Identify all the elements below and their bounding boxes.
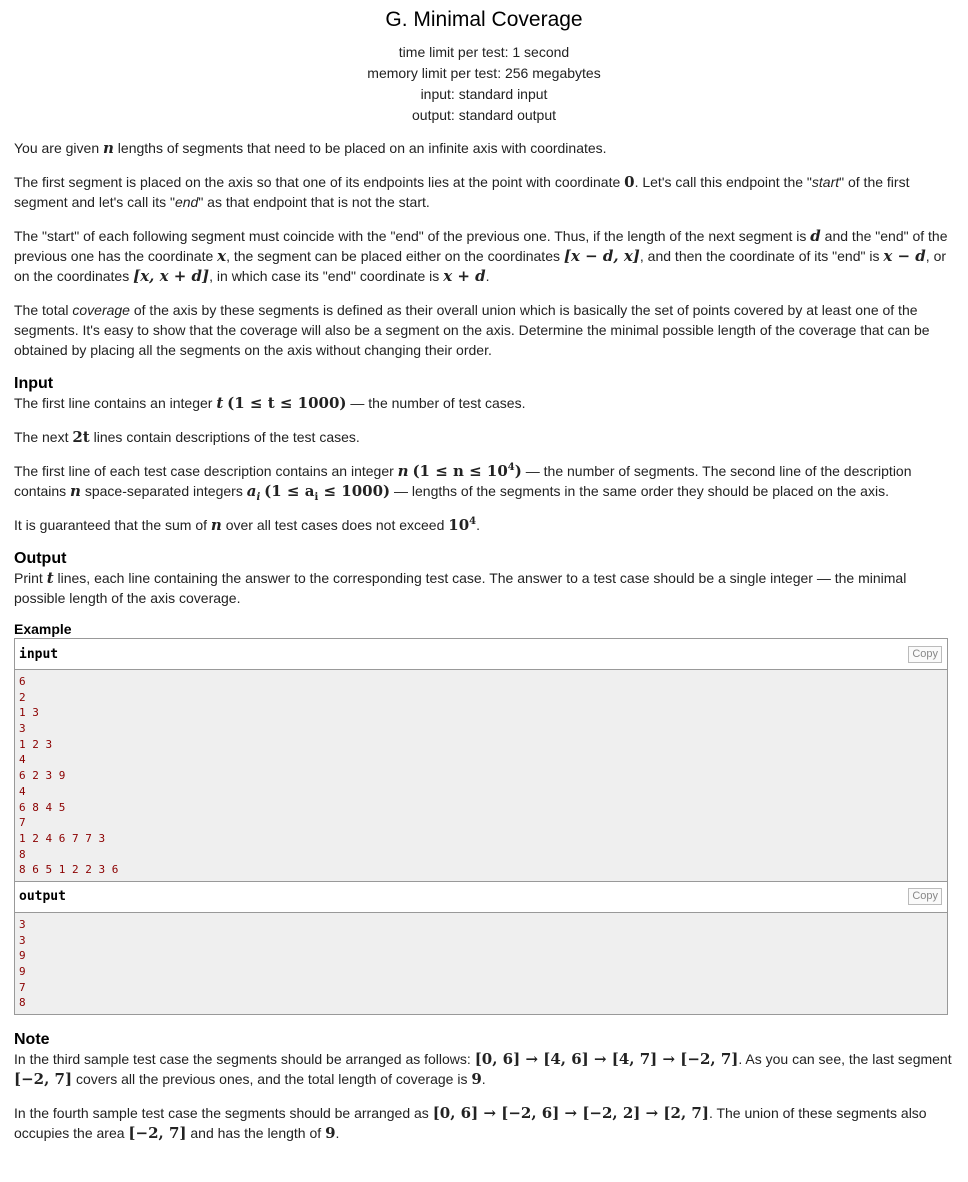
example-title: Example — [14, 621, 72, 637]
input-label: input — [19, 646, 59, 662]
output-paragraph-1: Print t lines, each line containing the answer to the corresponding test case. The answer to a test case should be a single integer — the minimal possible length of the axis coverage. — [14, 569, 907, 606]
input-paragraph-3: The first line of each test case description contains an integer n $(1 \le n \le 10^4)$ — the number of segments. The second line of the description contains n space-separated integers $a_i$ $(1 \le a_i \le 1000)$ — lengths of the segments in the same order they should be placed on the axis. — [14, 462, 912, 503]
sample-line: 9 — [19, 965, 26, 978]
sample-input[interactable] — [15, 670, 947, 881]
sample-line: 2 — [19, 690, 26, 704]
sample-line: 1 2 3 — [19, 737, 53, 751]
input-paragraph-4: It is guaranteed that the sum of n over all test cases does not exceed $10^4$. — [14, 516, 481, 534]
input-paragraph-1: The first line contains an integer t (1 ≤ t ≤ 1000) — the number of test cases. — [14, 394, 526, 412]
output-file: output: standard output — [412, 107, 556, 123]
copy-output-button[interactable]: Copy — [908, 888, 942, 905]
output-label: output — [19, 889, 66, 905]
legend-paragraph-3: The "start" of each following segment must coincide with the "end" of the previous one. Thus, if the length of the next segment is d and the "end" of the previous one has the coordinate x, the segment can be placed either on the coordinates [x − d, x], and then the coordinate of its "end" is x − d, or on the coordinates [x, x + d], in which case its "end" coordinate is x + d. — [14, 227, 948, 285]
copy-input-button[interactable]: Copy — [908, 646, 942, 663]
input-paragraph-2: The next 2t lines contain descriptions of the test cases. — [14, 428, 360, 446]
sample-line: 6 8 4 5 — [19, 800, 66, 814]
note-title: Note — [14, 1031, 50, 1049]
legend-paragraph-4: The total coverage of the axis by these segments is defined as their overall union which is basically the set of points covered by at least one of the segments. It's easy to show that the coverage will also be a segment on the axis. Determine the minimal possible length of the coverage that can be obtained by placing all the segments on the axis without changing their order. — [14, 302, 930, 358]
note-paragraph-2: In the fourth sample test case the segments should be arranged as [0, 6] → [−2, 6] → [−2, 2] → [2, 7]. The union of these segments also occupies the area [−2, 7] and has the length of 9. — [14, 1104, 927, 1143]
output-specification — [14, 549, 954, 608]
output-section-title: Output — [14, 550, 67, 567]
input-header — [15, 639, 947, 670]
sample-tests — [14, 620, 954, 1015]
sample-line: 3 — [19, 722, 26, 736]
note-paragraph-1: In the third sample test case the segments should be arranged as follows: [0, 6] → [4, 6] → [4, 7] → [−2, 7]. As you can see, the last segment [−2, 7] covers all the previous ones, and the total length of coverage is 9. — [14, 1050, 952, 1089]
note-section — [14, 1030, 954, 1143]
problem-header — [14, 8, 954, 126]
sample-line: 3 — [19, 917, 26, 931]
legend-paragraph-2: The first segment is placed on the axis so that one of its endpoints lies at the point with coordinate 0. Let's call this endpoint the "start" of the first segment and let's call its "end" as that endpoint that is not the start. — [14, 173, 910, 210]
memory-limit: memory limit per test: 256 megabytes — [367, 65, 601, 81]
sample-line: 4 — [19, 753, 26, 767]
input-specification — [14, 374, 954, 535]
problem-title: G. Minimal Coverage — [385, 8, 583, 31]
legend-paragraph-1: You are given n lengths of segments that need to be placed on an infinite axis with coordinates. — [14, 139, 607, 157]
sample-line: 9 — [19, 949, 26, 963]
sample-line: 7 — [19, 816, 26, 830]
sample-line: 8 6 5 1 2 2 3 6 — [19, 863, 119, 877]
sample-output[interactable] — [15, 913, 947, 1014]
sample-line: 1 3 — [19, 706, 39, 720]
sample-line: 6 2 3 9 — [19, 769, 66, 783]
sample-line: 8 — [19, 996, 26, 1010]
sample-line: 6 — [19, 675, 26, 688]
legend — [14, 138, 954, 360]
output-header — [15, 882, 947, 913]
input-file: input: standard input — [420, 86, 548, 102]
sample-line: 4 — [19, 784, 26, 798]
sample-line: 7 — [19, 980, 26, 994]
sample-line: 8 — [19, 847, 26, 861]
sample-line: 3 — [19, 933, 26, 947]
sample-box — [14, 638, 948, 1015]
input-section-title: Input — [14, 375, 54, 392]
time-limit: time limit per test: 1 second — [398, 44, 570, 60]
sample-line: 1 2 4 6 7 7 3 — [19, 831, 106, 845]
